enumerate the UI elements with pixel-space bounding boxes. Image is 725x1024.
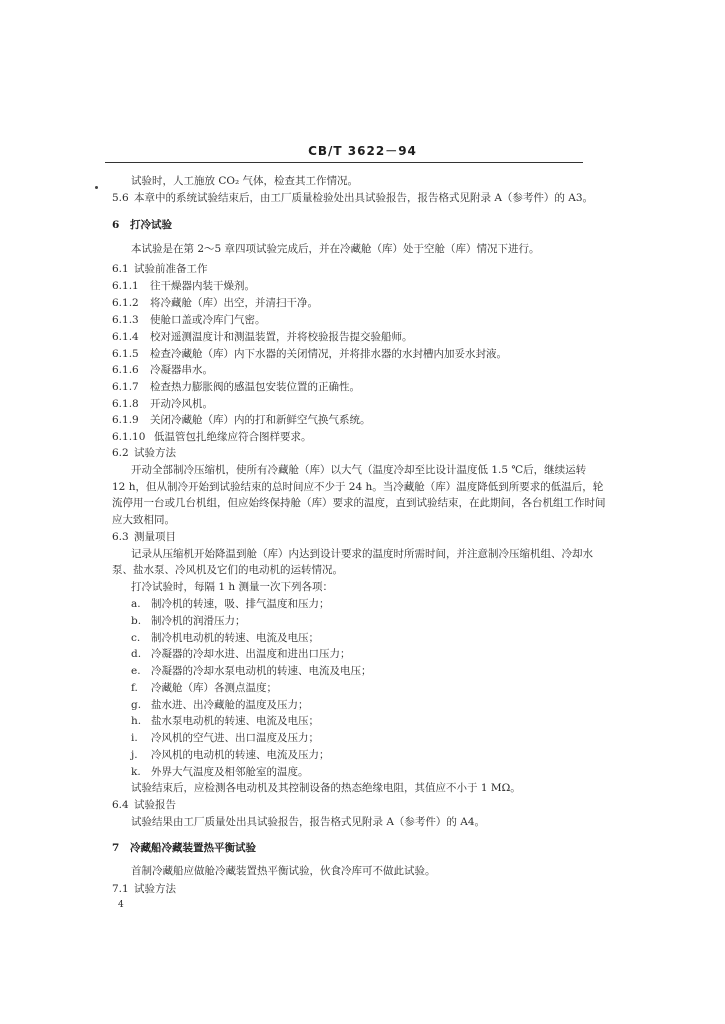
list-item-a: a. 制冷机的转速，吸、排气温度和压力； [131,598,330,610]
text-line: 打冷试验时，每隔 1 h 测量一次下列各项： [131,581,333,593]
list-item-j: j. 冷风机的电动机的转速、电流及压力； [131,749,330,761]
list-item-d: d. 冷凝器的冷却水进、出温度和进出口压力； [131,648,351,660]
scan-speck [95,186,98,189]
text-line: 首制冷藏船应做舱冷藏装置热平衡试验，伙食冷库可不做此试验。 [131,865,436,877]
section-6-4: 6.4 试验报告 [112,799,176,811]
item-6-1-7: 6.1.7 检查热力膨胀阀的感温包安装位置的正确性。 [112,381,360,393]
item-6-1-1: 6.1.1 往干燥器内装干燥剂。 [112,280,255,292]
text-line: 开动全部制冷压缩机，使所有冷藏舱（库）以大气（温度冷却至比设计温度低 1.5 ℃后，继续运转 [131,464,587,476]
list-item-g: g. 盐水进、出冷藏舱的温度及压力； [131,699,309,711]
header-rule [105,162,583,163]
item-6-1-5: 6.1.5 检查冷藏舱（库）内下水器的关闭情况，并将排水器的水封槽内加妥水封液。 [112,348,507,360]
standard-header: CB/T 3622－94 [308,144,417,158]
list-item-f: f. 冷藏舱（库）各测点温度； [131,682,277,694]
list-item-i: i. 冷风机的空气进、出口温度及压力； [131,732,319,744]
list-item-h: h. 盐水泵电动机的转速、电流及电压； [131,715,319,727]
item-6-1-9: 6.1.9 关闭冷藏舱（库）内的打和新鲜空气换气系统。 [112,414,371,426]
text-line: 试验结束后，应检测各电动机及其控制设备的热态绝缘电阻，其值应不小于 1 MΩ。 [131,782,521,794]
text-line: 记录从压缩机开始降温到舱（库）内达到设计要求的温度时所需时间，并注意制冷压缩机组、冷却水 [131,548,593,560]
section-5-6: 5.6 本章中的系统试验结束后，由工厂质量检验处出具试验报告，报告格式见附录 A（参考件）的 A3。 [112,192,594,204]
item-6-1-6: 6.1.6 冷凝器串水。 [112,364,213,376]
item-6-1-8: 6.1.8 开动冷风机。 [112,398,213,410]
section-6-1: 6.1 试验前准备工作 [112,263,208,275]
text-line: 本试验是在第 2～5 章四项试验完成后，并在冷藏舱（库）处于空舱（库）情况下进行。 [131,243,540,255]
text-line: 泵、盐水泵、冷风机及它们的电动机的运转情况。 [112,564,343,576]
section-6-2: 6.2 试验方法 [112,447,176,459]
section-6-3: 6.3 测量项目 [112,531,176,543]
item-6-1-2: 6.1.2 将冷藏舱（库）出空，并清扫干净。 [112,297,318,309]
item-6-1-10: 6.1.10 低温管包扎绝缘应符合图样要求。 [112,431,312,443]
list-item-c: c. 制冷机电动机的转速、电流及电压； [131,632,319,644]
item-6-1-4: 6.1.4 校对遥测温度计和测温装置，并将校验报告提交验船师。 [112,331,413,343]
list-item-b: b. 制冷机的润滑压力； [131,615,246,627]
page-number: 4 [118,900,124,910]
text-line: 12 h，但从制冷开始到试验结束的总时间应不少于 24 h。当冷藏舱（库）温度降低到所要求的低温后，轮 [112,481,604,493]
section-7-1: 7.1 试验方法 [112,883,176,895]
item-6-1-3: 6.1.3 使舱口盖或冷库门气密。 [112,314,266,326]
chapter-6-heading: 6 打冷试验 [112,219,172,231]
text-line: 流停用一台或几台机组，但应始终保持舱（库）要求的温度，直到试验结束，在此期间，各台机组工作时间 [112,497,606,509]
text-line: 试验时，人工施放 CO₂ 气体，检查其工作情况。 [131,175,359,187]
text-line: 应大致相同。 [112,514,175,526]
list-item-e: e. 冷凝器的冷却水泵电动机的转速、电流及电压； [131,665,372,677]
chapter-7-heading: 7 冷藏船冷藏装置热平衡试验 [112,842,256,854]
text-line: 试验结果由工厂质量处出具试验报告，报告格式见附录 A（参考件）的 A4。 [131,816,486,828]
list-item-k: k. 外界大气温度及相邻舱室的温度。 [131,766,309,778]
